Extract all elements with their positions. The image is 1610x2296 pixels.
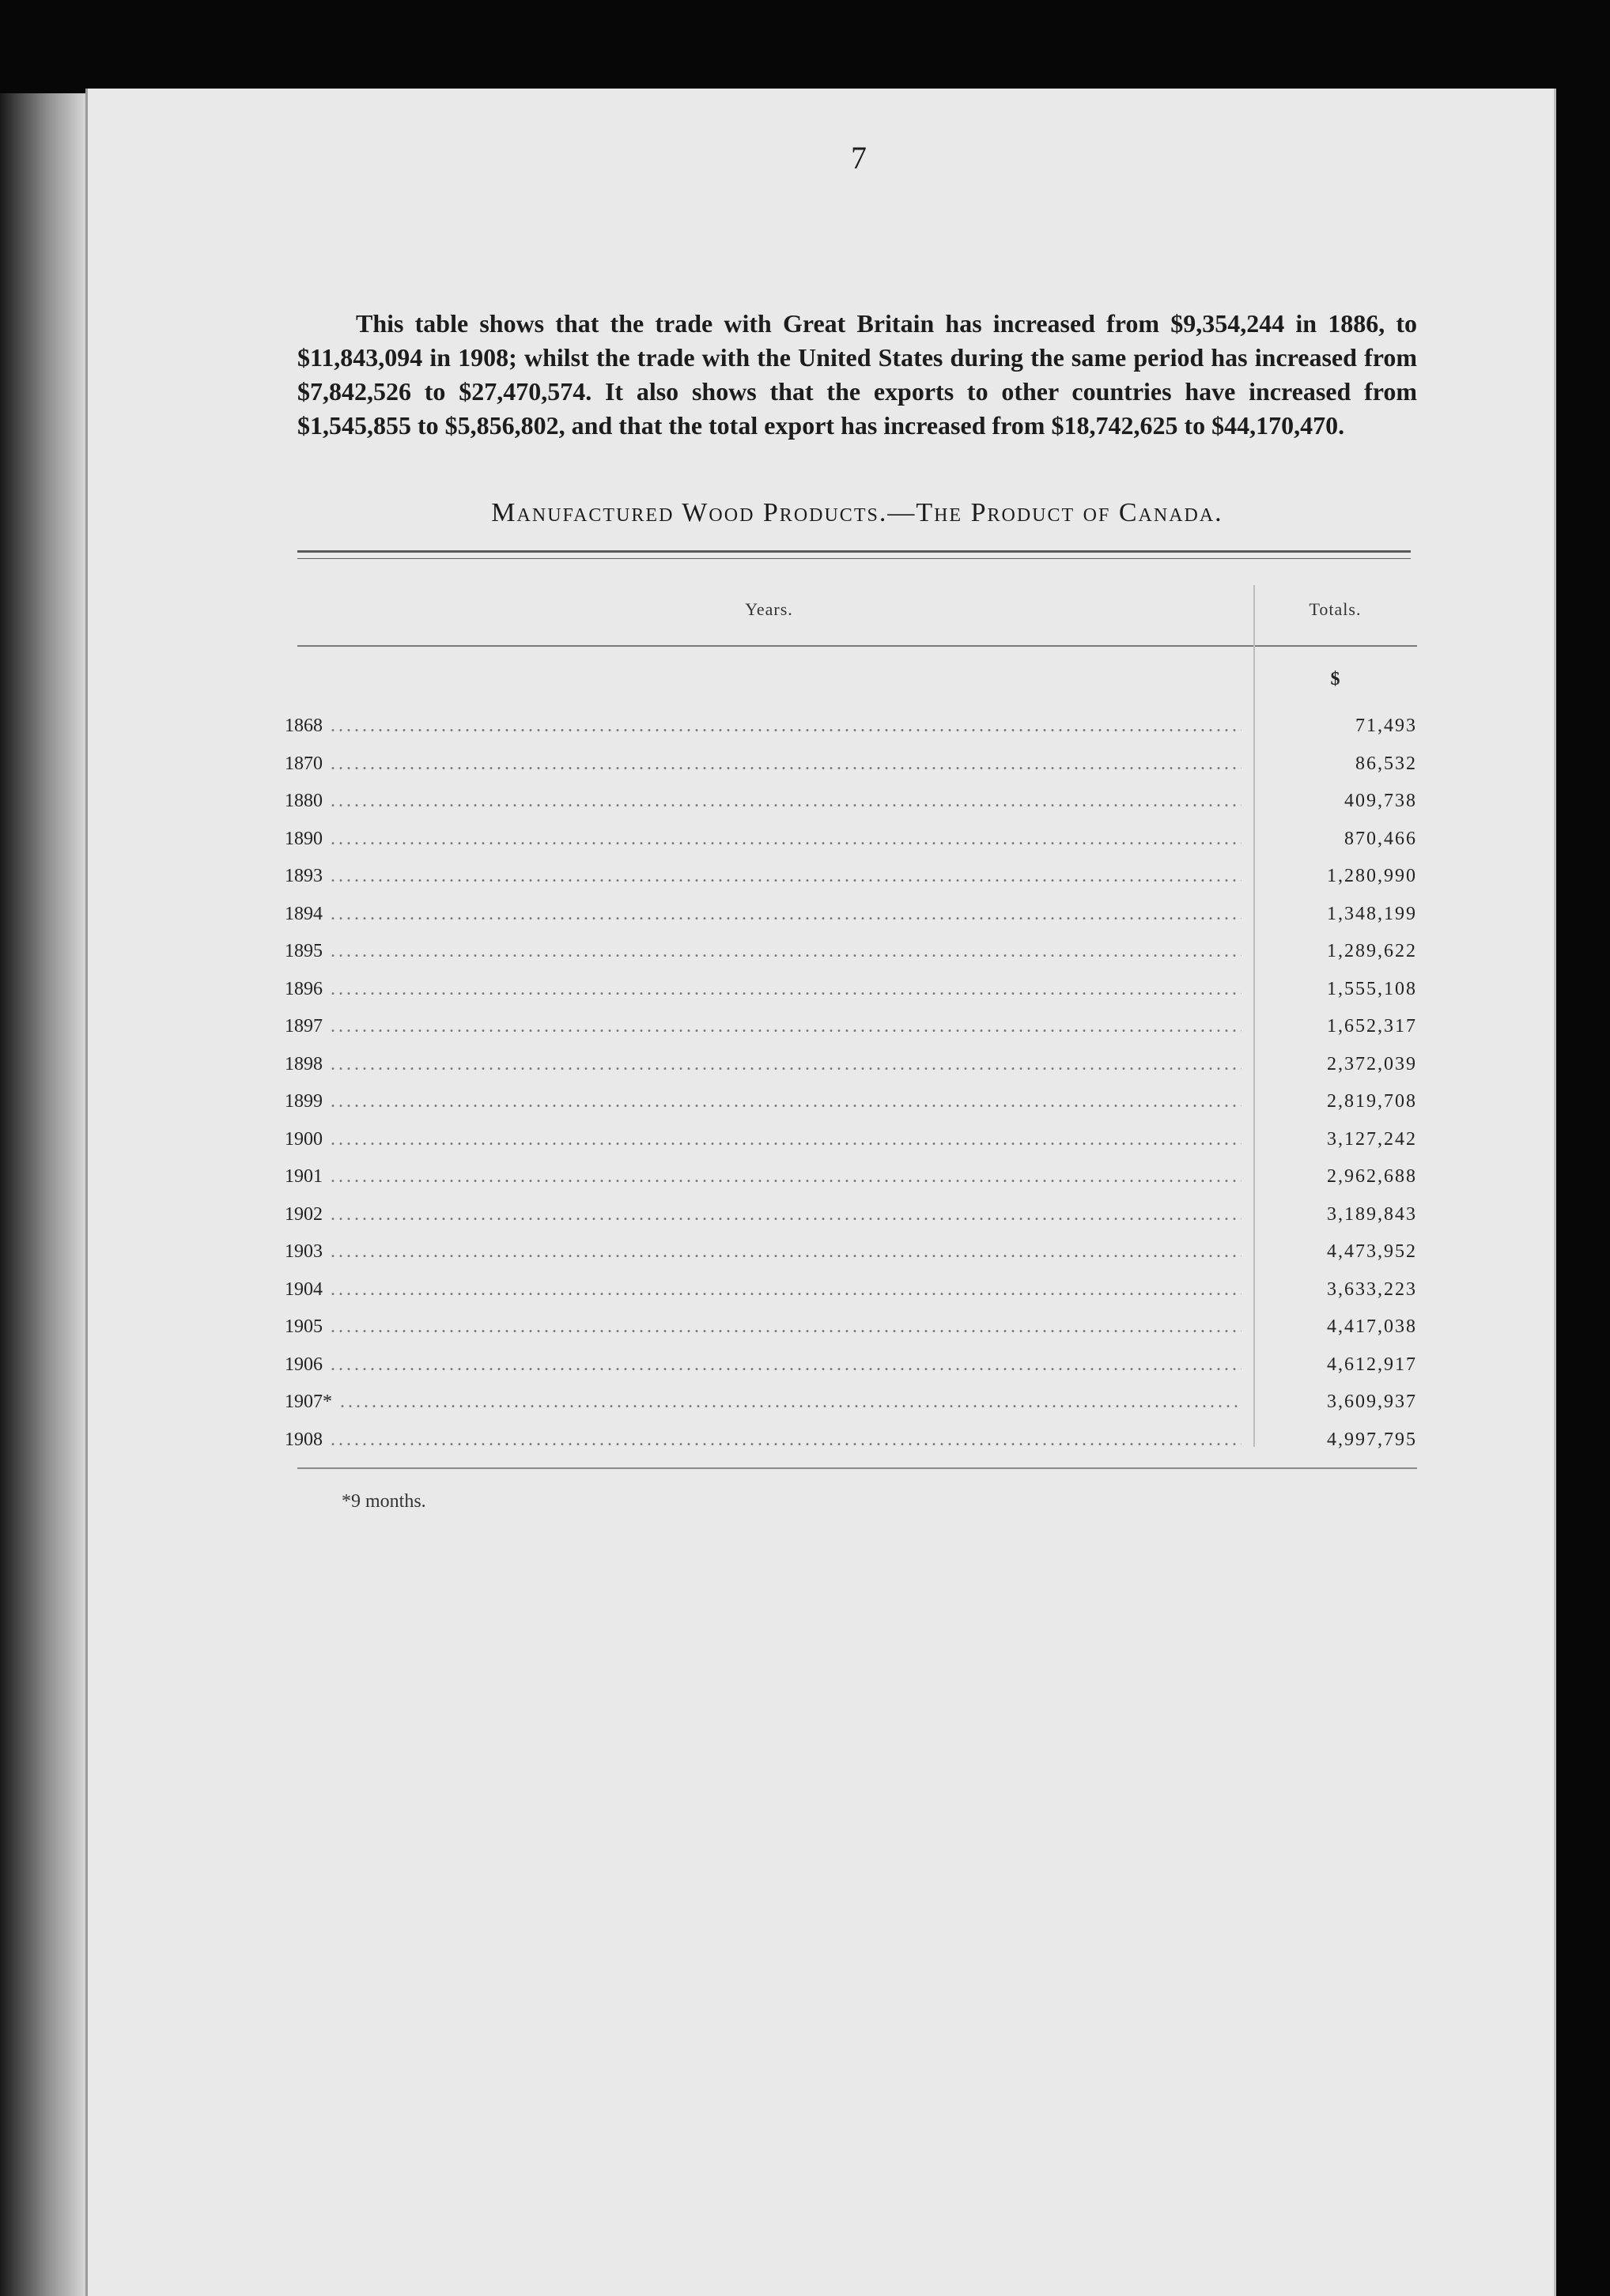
- total-cell: 3,609,937: [1327, 1392, 1417, 1412]
- total-cell: 4,417,038: [1327, 1316, 1417, 1337]
- footnote: *9 months.: [342, 1491, 426, 1512]
- year-cell: 1890 .....: [285, 823, 1242, 855]
- total-cell: 1,348,199: [1327, 903, 1417, 924]
- year-cell: 1908 .....: [285, 1424, 1242, 1456]
- currency-unit: $: [1330, 669, 1340, 689]
- year-cell: 1894 .....: [285, 898, 1242, 930]
- year-cell: 1893 .....: [285, 860, 1242, 892]
- table-row: [285, 860, 1417, 898]
- page-number: 7: [851, 140, 867, 176]
- year-cell: 1898 .....: [285, 1048, 1242, 1080]
- total-cell: 4,473,952: [1327, 1241, 1417, 1262]
- table-row: [285, 1199, 1417, 1237]
- table-row: [285, 1048, 1417, 1086]
- year-cell: 1907* .....: [285, 1386, 1242, 1418]
- total-cell: 4,997,795: [1327, 1429, 1417, 1450]
- year-cell: 1895 .....: [285, 935, 1242, 967]
- total-cell: 2,372,039: [1327, 1053, 1417, 1074]
- total-cell: 86,532: [1355, 753, 1417, 774]
- table-row: [285, 1161, 1417, 1199]
- year-cell: 1900 .....: [285, 1123, 1242, 1155]
- table-row: [285, 1349, 1417, 1387]
- total-cell: 1,555,108: [1327, 978, 1417, 999]
- years-header: Years.: [745, 599, 793, 619]
- table-row: [285, 1274, 1417, 1312]
- table-row: [285, 1424, 1417, 1462]
- total-cell: 2,962,688: [1327, 1166, 1417, 1187]
- total-cell: 1,280,990: [1327, 866, 1417, 886]
- table-row: [285, 748, 1417, 786]
- table-row: [285, 1086, 1417, 1123]
- table-top-rule-thin: [297, 558, 1411, 559]
- adjacent-page-edge: [0, 93, 87, 2296]
- year-cell: 1899 .....: [285, 1086, 1242, 1117]
- table-row: [285, 710, 1417, 748]
- table-row: [285, 935, 1417, 973]
- year-cell: 1906 .....: [285, 1349, 1242, 1380]
- table-bottom-rule: [297, 1467, 1417, 1469]
- year-cell: 1904 .....: [285, 1274, 1242, 1305]
- total-cell: 3,189,843: [1327, 1203, 1417, 1225]
- table-top-rule: [297, 550, 1411, 553]
- total-cell: 870,466: [1344, 828, 1417, 849]
- year-cell: 1897 .....: [285, 1010, 1242, 1042]
- total-cell: 1,289,622: [1327, 941, 1417, 961]
- total-cell: 2,819,708: [1327, 1091, 1417, 1112]
- table-row: [285, 1386, 1417, 1424]
- total-cell: 3,633,223: [1327, 1278, 1417, 1300]
- table-row: [285, 898, 1417, 936]
- year-cell: 1905 .....: [285, 1311, 1242, 1342]
- table-row: [285, 785, 1417, 823]
- total-cell: 1,652,317: [1327, 1016, 1417, 1037]
- year-cell: 1902 .....: [285, 1199, 1242, 1230]
- total-cell: 409,738: [1344, 791, 1417, 811]
- total-cell: 71,493: [1355, 716, 1417, 736]
- table-row: [285, 1311, 1417, 1349]
- table-row: [285, 823, 1417, 861]
- body-paragraph: This table shows that the trade with Great Britain has increased from $9,354,244 in 1886, to $11,843,094 in 1908; whilst the trade with the United States during the same period has increased from $7,842,526 to $27,470,574. It also shows that the exports to other countries have increased from $1,545,855 to $5,856,802, and that the total export has increased from $18,742,625 to $44,170,470.: [297, 309, 1417, 440]
- table-row: [285, 1123, 1417, 1161]
- year-cell: 1896 .....: [285, 973, 1242, 1005]
- table-title: Manufactured Wood Products.—The Product of Canada.: [491, 498, 1223, 527]
- total-cell: 4,612,917: [1327, 1354, 1417, 1375]
- table-row: [285, 1010, 1417, 1048]
- year-cell: 1901 .....: [285, 1161, 1242, 1192]
- table-rows: [285, 710, 1417, 1461]
- year-cell: 1903 .....: [285, 1236, 1242, 1267]
- total-cell: 3,127,242: [1327, 1128, 1417, 1150]
- year-cell: 1868 .....: [285, 710, 1242, 742]
- year-cell: 1880 .....: [285, 785, 1242, 817]
- year-cell: 1870 .....: [285, 748, 1242, 780]
- table-row: [285, 1236, 1417, 1274]
- table-row: [285, 973, 1417, 1011]
- totals-header: Totals.: [1309, 599, 1362, 619]
- data-table: [285, 585, 1417, 1450]
